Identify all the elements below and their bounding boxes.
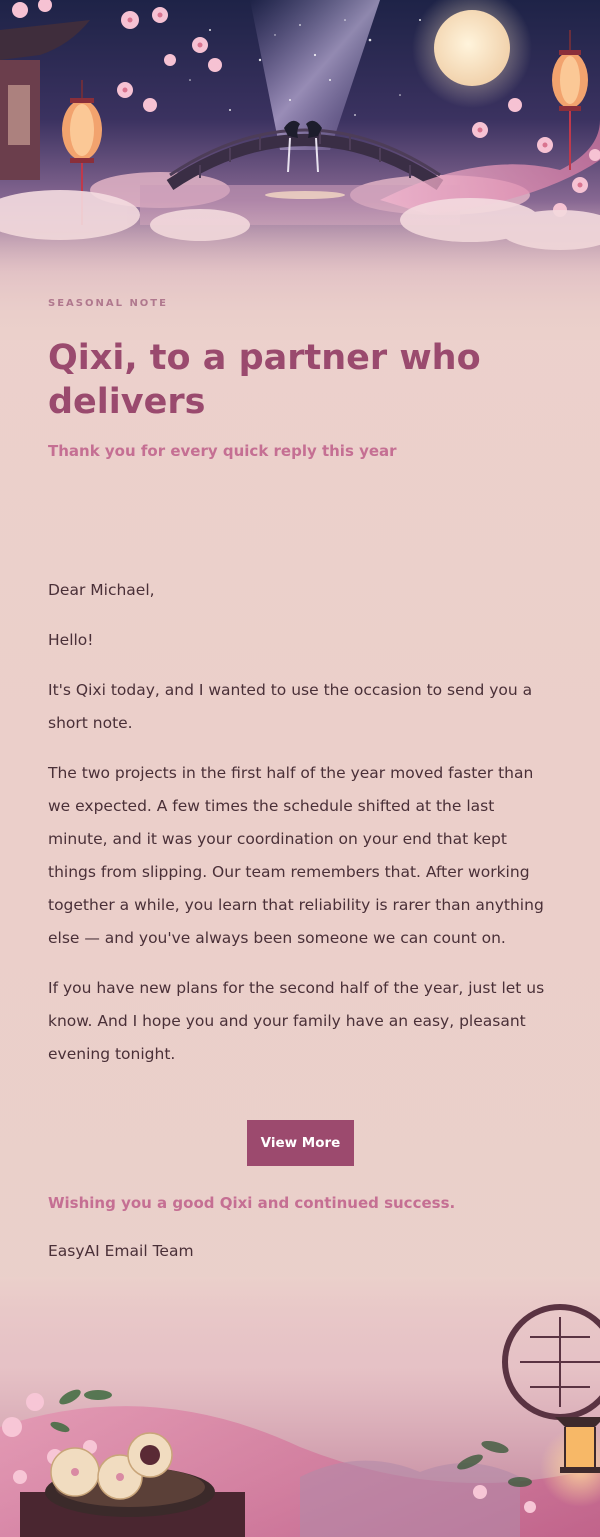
- body-paragraph: If you have new plans for the second half of the year, just let us know. And I hope you and your family have an easy, pleasant evening tonight.: [48, 979, 545, 1063]
- body-paragraph: It's Qixi today, and I wanted to use the occasion to send you a short note.: [48, 681, 533, 732]
- body-paragraph: The two projects in the first half of the year moved faster than we expected. A few times the schedule shifted at the last minute, and it was your coordination on your end that kept things from slipping. Our team remembers that. After working together a while, you learn that reliability is rarer than anything else — and you've always been someone we can count on.: [48, 764, 544, 947]
- mooncake-garden-scene: [0, 1277, 600, 1537]
- footer-illustration: [0, 1277, 600, 1537]
- hero-illustration: [0, 0, 600, 340]
- qixi-night-scene: [0, 0, 600, 340]
- eyebrow-label: SEASONAL NOTE: [48, 298, 168, 309]
- email-body: [48, 574, 552, 1088]
- greeting: Dear Michael,: [48, 581, 155, 599]
- email-title: Qixi, to a partner who delivers: [48, 338, 481, 422]
- email-subtitle: Thank you for every quick reply this year: [48, 442, 397, 460]
- hello-line: Hello!: [48, 631, 94, 649]
- view-more-button[interactable]: View More: [247, 1120, 354, 1166]
- signature: EasyAI Email Team: [48, 1242, 194, 1260]
- moon-icon: [434, 10, 510, 86]
- closing-wish: Wishing you a good Qixi and continued success.: [48, 1194, 456, 1212]
